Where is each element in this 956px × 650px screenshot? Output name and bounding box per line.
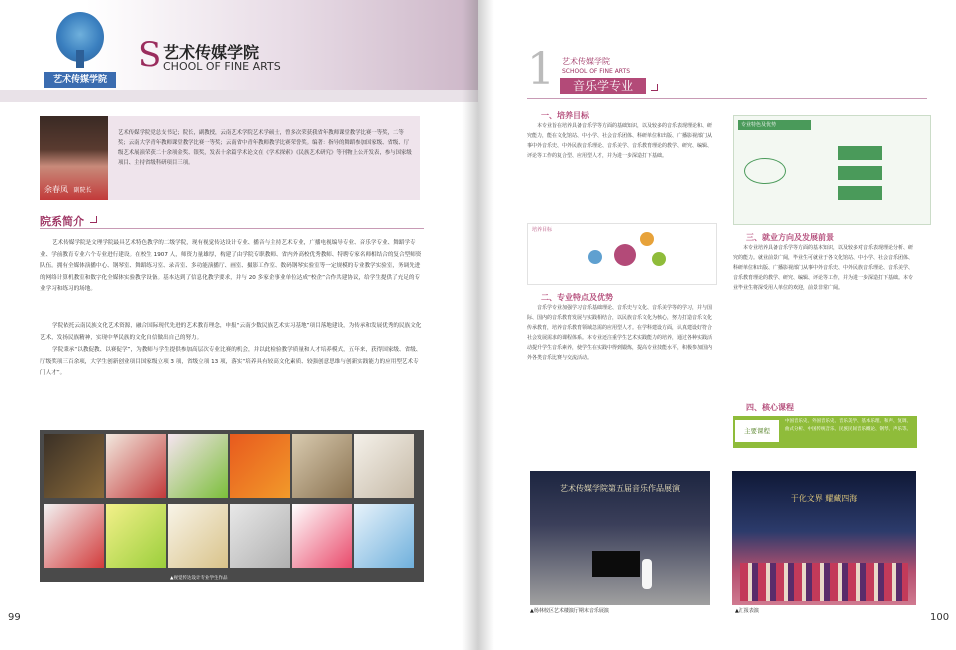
- dean-profile: [40, 116, 420, 200]
- tree-trunk: [76, 50, 84, 68]
- features-text: 音乐学专业加强学习音乐基础理论、音乐史与文化、音乐美学等的学习，并与国际、国内的音乐教育发展与实践相结合，以民族音乐文化为核心，努力打造音乐文化传承教育，培养音乐教育领域急需的应用型人才。在学科建设方面，认真建设好符合社会发展需求的课程体系。本专业还注重学生艺术实践能力的培养，通过各种实践活动提升学生音乐素养，使学生在实践中得到锻炼，提高专业技能水平，积极参加国内外各类音乐比赛与交流活动。: [527, 305, 713, 361]
- career-text: 本专业培养具备音乐学等方面的基本知识，以及较多对音乐表现理论分析、研究的能力。就业前景广阔，毕业生可就业于各文化馆站、中小学、社会音乐团体、科研单位和出版、广播影视部门从事中外音乐史、中外民族音乐理论、音乐美学、音乐教育理论的教学、研究、编辑、评论等工作，并为进一步深造打下基础。本专业毕业生将深受用人单位的欢迎，前景非常广阔。: [733, 245, 914, 291]
- section-number: 1: [527, 44, 555, 95]
- profile-name: [44, 184, 92, 195]
- gallery-thumb: [44, 504, 104, 568]
- training-goal-diagram: [527, 223, 717, 285]
- heading-features: 二、专业特点及优势: [541, 293, 613, 302]
- right-subtitle-en: SCHOOL OF FINE ARTS: [562, 68, 631, 75]
- heading-career: 三、就业方向及发展前景: [746, 233, 834, 242]
- gallery-thumb: [230, 434, 290, 498]
- concert-banner-text: 艺术传媒学院第五届音乐作品展演: [560, 484, 680, 493]
- diagram2-node: [838, 186, 882, 200]
- concert-photo: [530, 471, 710, 605]
- college-title-cn: 艺术传媒学院: [163, 43, 260, 62]
- diagram2-node: [838, 146, 882, 160]
- diagram2-node: [838, 166, 882, 180]
- piano-shape: [592, 551, 640, 577]
- intro-paragraph-1: 艺术传媒学院是文理学院最具艺术特色教学的二级学院，现有视觉传达设计专业、播音与主持艺术专业，广播电视编导专业、音乐学专业、舞蹈学专业、学前教育专业六个专业进行建设。在校生 1907 人，师资力量雄厚，构建了由学院专职教师、省内外高校优秀教师、特聘专家名师相结合的复合型师资队伍。拥有全媒体演播中心、钢琴室、舞蹈练习室、录音室、多功能演播厅、画室、摄影工作室、数码钢琴实验室等一定规模的专业教学实验室，务调先进的网络计算机教室和数字化全媒体实验教学设备。基本达到了信息化教学要求，并与 20 多家企事业单位达成“校企”合作共建协议，给学生提供了充足的专业学习和练习的场地。: [40, 240, 422, 292]
- corner-mark: [651, 84, 658, 91]
- core-courses-box: [733, 416, 917, 448]
- left-subheader-band: [0, 90, 478, 102]
- diagram2-title: 专业特色及优势: [738, 120, 811, 130]
- college-logo: [44, 12, 116, 88]
- gallery-thumb: [168, 434, 228, 498]
- college-title-en: CHOOL OF FINE ARTS: [163, 60, 281, 73]
- logo-text: 艺术传媒学院: [44, 72, 116, 88]
- performance-banner-text: 于化文界 耀藏四海: [790, 494, 858, 503]
- gallery-thumb: [44, 434, 104, 498]
- course-label: 主要课程: [735, 420, 779, 442]
- big-letter: S: [138, 35, 162, 75]
- page-number-left: 99: [8, 612, 21, 623]
- heading-core-courses: 四、核心课程: [746, 403, 794, 412]
- gallery-caption: ▲视觉传达设计专业学生作品: [170, 576, 228, 581]
- gallery-thumb: [106, 434, 166, 498]
- right-header-rule: [527, 98, 927, 99]
- diagram-center-node: [614, 244, 636, 266]
- concert-photo-caption: ▲杨林校区艺术楼演厅期末音乐展演: [530, 608, 609, 614]
- gallery-thumb: [292, 434, 352, 498]
- book-gutter: [462, 0, 494, 650]
- training-goal-text: 本专业旨在培养具备音乐学等方面的基础知识，以及较多的音乐表现理论和、研究能力，能在文化馆站、中小学、社会音乐团体、科研单位和出版、广播影视部门从事中外音乐史、中外民族音乐理论、音乐美学、音乐教育理论的教学、研究、编辑、评论等工作的复合型、应用型人才，并为进一步深造打下基础。: [527, 123, 713, 159]
- page-number-right: 100: [930, 612, 950, 623]
- diagram-node: [640, 232, 654, 246]
- section-rule: [40, 228, 424, 229]
- gallery-thumb: [354, 504, 414, 568]
- gallery-thumb: [230, 504, 290, 568]
- student-work-gallery: [40, 430, 424, 582]
- course-text: 中国音乐史、外国音乐史、音乐美学、基本乐理、和声、复调、曲式分析、中国传统音乐、民族民间音乐概论、钢琴、声乐等。: [785, 419, 911, 432]
- gallery-thumb: [168, 504, 228, 568]
- features-diagram: [733, 115, 931, 225]
- intro-paragraph-3: 学院秉承“以教促教、以赛促学”，为教师与学生提供参加高层次专业比赛的机会，并以此检验教学质量和人才培养模式，五年来，获得国家级、省级、厅级奖项三百余项，大学生创新创业项目国家级立项 3 项，省级立项 13 项，落实“培养具有较高文化素质、较强创意思维与创新实践能力的应用型艺术专门人才”。: [40, 347, 422, 376]
- major-title: 音乐学专业: [560, 78, 646, 94]
- profile-name-text: 余春凤: [44, 185, 68, 194]
- section-title-intro: 院系简介: [40, 215, 84, 228]
- diagram-node: [652, 252, 666, 266]
- corner-mark: [90, 216, 97, 223]
- heading-training-goal: 一、培养目标: [541, 111, 589, 120]
- right-subtitle-cn: 艺术传媒学院: [562, 57, 610, 66]
- performance-photo: [732, 471, 916, 605]
- diagram-node: [588, 250, 602, 264]
- diagram2-left-node: [744, 158, 786, 184]
- gallery-thumb: [292, 504, 352, 568]
- gallery-thumb: [106, 504, 166, 568]
- performer-figure: [642, 559, 652, 589]
- profile-role-text: 副院长: [73, 187, 92, 194]
- gallery-thumb: [354, 434, 414, 498]
- profile-text: 艺术传媒学院党总支书记；院长，副教授，云南艺术学院艺术学硕士，曾多次荣获我省年教师课堂教学比赛一等奖，二等奖；云南大学青年教师课堂教学比赛一等奖；云南省中青年教师教学比赛荣誉奖。编著：指导的舞蹈参加国家级、省级、厅级艺术展演荣获二十余项金奖、银奖，发表十余篇学术论文在《学术探索》《民族艺术研究》等刊物上公开发表，参与国家级项目、主持省级科研项目三项。: [118, 130, 412, 166]
- diagram-title: 培养目标: [532, 227, 553, 233]
- intro-paragraph-2: 学院依托云南民族文化艺术资源，融合国际现代先进的艺术教育理念，申报“云南少数民族艺术实习基地”项目落地建设，为传承和发展优秀的民族文化艺术，发扬民族精神，实现中华民族的文化自信做出自己的努力。: [40, 323, 422, 341]
- performance-photo-caption: ▲汇报表演: [735, 608, 759, 614]
- performers-row: [740, 563, 908, 601]
